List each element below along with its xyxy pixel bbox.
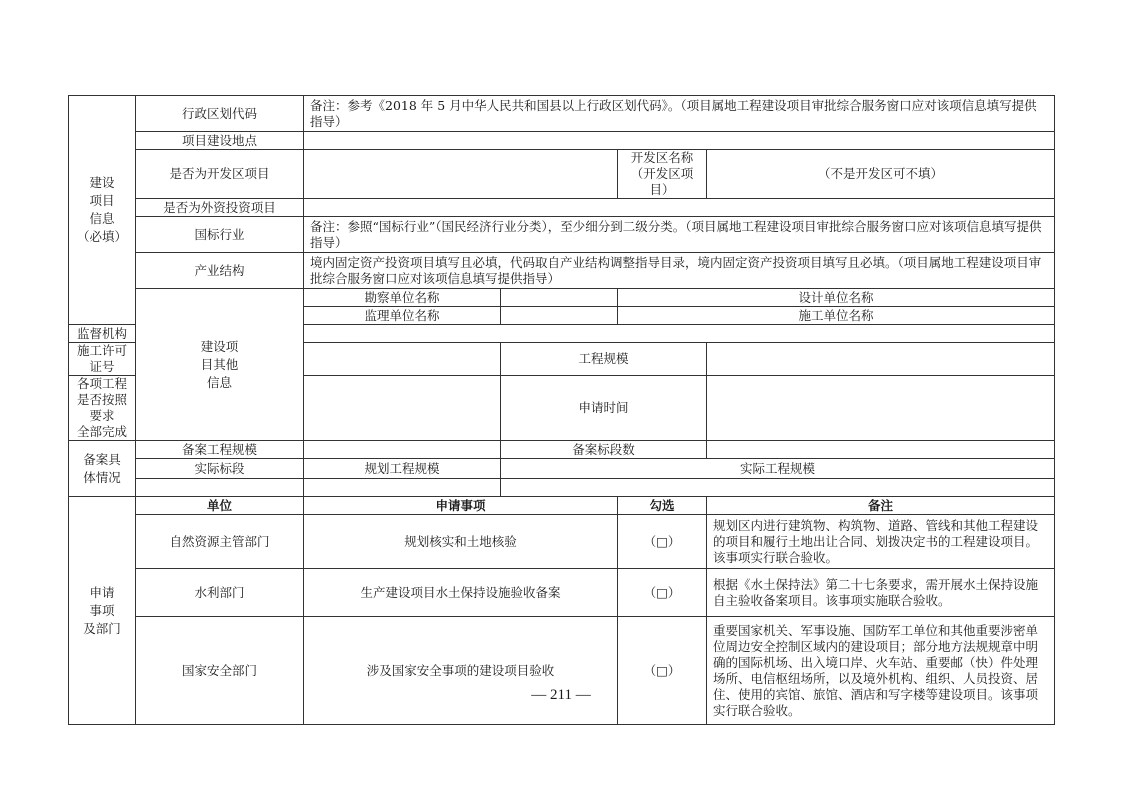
filed-scale-field[interactable] (304, 441, 501, 459)
site-label: 项目建设地点 (136, 132, 304, 150)
supervision-unit-field[interactable] (501, 307, 618, 325)
foreign-investment-field[interactable] (304, 199, 1055, 217)
unit-cell: 国家安全部门 (136, 617, 304, 725)
admin-code-note: 备注：参考《2018 年 5 月中华人民共和国县以上行政区划代码》。（项目属地工程建设项目审批综合服务窗口应对该项信息填写提供指导） (304, 96, 1055, 132)
permit-number-label: 施工许可证号 (69, 343, 136, 376)
table-row (69, 617, 1055, 725)
planned-scale-field[interactable] (304, 479, 501, 497)
filed-sections-label: 备案标段数 (501, 441, 707, 459)
design-unit-label: 设计单位名称 (618, 289, 1055, 307)
project-scale-label: 工程规模 (501, 343, 707, 376)
actual-scale-label: 实际工程规模 (501, 459, 1055, 479)
item-cell: 规划核实和土地核验 (304, 515, 618, 569)
check-header: 勾选 (618, 497, 707, 515)
row-foreign (69, 199, 1055, 217)
table-row (69, 515, 1055, 569)
row-dev-zone (69, 150, 1055, 199)
section-project-info-label: 建设 项目 信息 （必填） (69, 96, 136, 325)
section-items-label: 申请 事项 及部门 (69, 497, 136, 725)
unit-cell: 水利部门 (136, 569, 304, 617)
permit-number-field[interactable] (304, 343, 501, 376)
structure-label: 产业结构 (136, 253, 304, 289)
actual-section-field[interactable] (136, 479, 304, 497)
note-header: 备注 (707, 497, 1055, 515)
filed-scale-label: 备案工程规模 (136, 441, 304, 459)
dev-zone-label: 是否为开发区项目 (136, 150, 304, 199)
supervision-authority-field[interactable] (304, 325, 1055, 343)
note-cell: 根据《水土保持法》第二十七条要求，需开展水土保持设施自主验收备案项目。该事项实施联合验收。 (707, 569, 1055, 617)
note-cell: 规划区内进行建筑物、构筑物、道路、管线和其他工程建设的项目和履行土地出让合同、划拨决定书的工程建设项目。该事项实行联合验收。 (707, 515, 1055, 569)
dev-zone-name-note[interactable]: （不是开发区可不填） (707, 150, 1055, 199)
dev-zone-name-label: 开发区名称 （开发区项目） (618, 150, 707, 199)
actual-section-label: 实际标段 (136, 459, 304, 479)
section-other-info-label: 建设项 目其他 信息 (136, 289, 304, 441)
industry-label: 国标行业 (136, 217, 304, 253)
apply-time-label: 申请时间 (501, 376, 707, 441)
survey-unit-label: 勘察单位名称 (304, 289, 501, 307)
row-admin-code (69, 96, 1055, 132)
survey-unit-field[interactable] (501, 289, 618, 307)
item-cell: 涉及国家安全事项的建设项目验收 (304, 617, 618, 725)
item-cell: 生产建设项目水土保持设施验收备案 (304, 569, 618, 617)
site-field[interactable] (304, 132, 1055, 150)
structure-note: 境内固定资产投资项目填写且必填，代码取自产业结构调整指导目录，境内固定资产投资项目填写且必填。（项目属地工程建设项目审批综合服务窗口应对该项信息填写提供指导） (304, 253, 1055, 289)
item-header: 申请事项 (304, 497, 618, 515)
row-filed-scale (69, 441, 1055, 459)
row-site (69, 132, 1055, 150)
unit-cell: 自然资源主管部门 (136, 515, 304, 569)
row-items-header (69, 497, 1055, 515)
application-form-table (68, 95, 1055, 725)
unit-header: 单位 (136, 497, 304, 515)
completion-label: 各项工程是否按照要求 全部完成 (69, 376, 136, 441)
construction-unit-label: 施工单位名称 (618, 307, 1055, 325)
row-structure (69, 253, 1055, 289)
foreign-investment-label: 是否为外资投资项目 (136, 199, 304, 217)
apply-time-field[interactable] (707, 376, 1055, 441)
project-scale-field[interactable] (707, 343, 1055, 376)
table-row (69, 569, 1055, 617)
filed-sections-field[interactable] (707, 441, 1055, 459)
checkbox[interactable]: （□） (618, 569, 707, 617)
supervision-unit-label: 监理单位名称 (304, 307, 501, 325)
row-survey (69, 289, 1055, 307)
page-number: — 211 — (531, 687, 591, 703)
dev-zone-field[interactable] (304, 150, 618, 199)
row-actual-section-header (69, 459, 1055, 479)
checkbox[interactable]: （□） (618, 617, 707, 725)
admin-code-label: 行政区划代码 (136, 96, 304, 132)
checkbox[interactable]: （□） (618, 515, 707, 569)
section-filing-label: 备案具 体情况 (69, 441, 136, 497)
row-actual-section-entry (69, 479, 1055, 497)
completion-field[interactable] (304, 376, 501, 441)
planned-scale-label: 规划工程规模 (304, 459, 501, 479)
supervision-authority-label: 监督机构 (69, 325, 136, 343)
row-industry (69, 217, 1055, 253)
note-cell: 重要国家机关、军事设施、国防军工单位和其他重要涉密单位周边安全控制区域内的建设项目；部分地方法规规章中明确的国际机场、出入境口岸、火车站、重要邮（快）件处理场所、电信枢纽场所，以及境外机构、组织、人员投资、居住、使用的宾馆、旅馆、酒店和写字楼等建设项目。该事项实行联合验收。 (707, 617, 1055, 725)
industry-note: 备注：参照“国标行业”（国民经济行业分类），至少细分到二级分类。（项目属地工程建设项目审批综合服务窗口应对该项信息填写提供指导） (304, 217, 1055, 253)
actual-scale-field[interactable] (501, 479, 1055, 497)
